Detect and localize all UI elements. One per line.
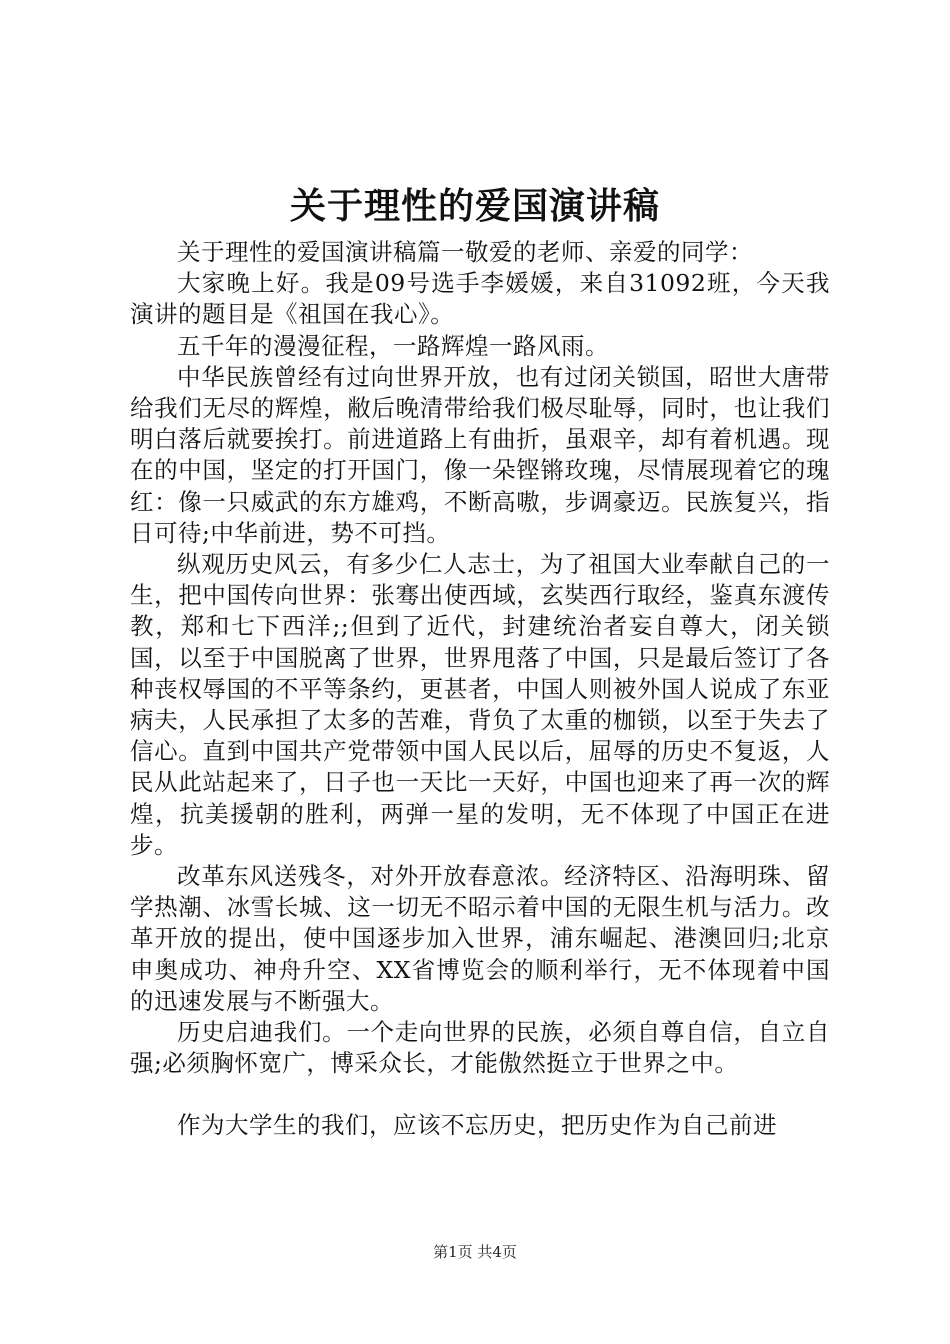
document-title: 关于理性的爱国演讲稿 [289,185,660,227]
paragraph-reform: 改革东风送残冬，对外开放春意浓。经济特区、沿海明珠、留学热潮、冰雪长城、这一切无不昭示着中国的无限生机与活力。改革开放的提出，使中国逐步加入世界，浦东崛起、港澳回归;北京申奥成功、神舟升空、XX省博览会的顺利举行，无不体现着中国的迅速发展与不断强大。 [130,862,830,1015]
paragraph-intro: 大家晚上好。我是09号选手李媛媛，来自31092班，今天我演讲的题目是《祖国在我心》。 [130,269,830,329]
paragraph-history: 中华民族曾经有过向世界开放，也有过闭关锁国，昭世大唐带给我们无尽的辉煌，敝后晚清带给我们极尽耻辱，同时，也让我们明白落后就要挨打。前进道路上有曲折，虽艰辛，却有着机遇。现在的中国，坚定的打开国门，像一朵铿锵玫瑰，尽情展现着它的瑰红：像一只威武的东方雄鸡，不断高嗷，步调豪迈。民族复兴，指日可待;中华前进，势不可挡。 [130,362,830,547]
paragraph-greeting: 关于理性的爱国演讲稿篇一敬爱的老师、亲爱的同学： [177,238,753,266]
page-number-footer: 第1页 共4页 [433,1243,517,1261]
paragraph-lesson: 历史启迪我们。一个走向世界的民族，必须自尊自信，自立自强;必须胸怀宽广，博采众长，才能傲然挺立于世界之中。 [130,1018,830,1078]
paragraph-journey: 五千年的漫漫征程，一路辉煌一路风雨。 [177,331,609,360]
paragraph-heroes: 纵观历史风云，有多少仁人志士，为了祖国大业奉献自己的一生，把中国传向世界：张骞出使西域，玄奘西行取经，鉴真东渡传教，郑和七下西洋;;但到了近代，封建统治者妄自尊大，闭关锁国，以至于中国脱离了世界，世界甩落了中国，只是最后签订了各种丧权辱国的不平等条约，更甚者，中国人则被外国人说成了东亚病夫，人民承担了太多的苦难，背负了太重的枷锁，以至于失去了信心。直到中国共产党带领中国人民以后，屈辱的历史不复返，人民从此站起来了，日子也一天比一天好，中国也迎来了再一次的辉煌，抗美援朝的胜利，两弹一星的发明，无不体现了中国正在进步。 [130,550,830,859]
document-body [130,237,830,1142]
paragraph-students: 作为大学生的我们，应该不忘历史，把历史作为自己前进 [177,1111,777,1140]
